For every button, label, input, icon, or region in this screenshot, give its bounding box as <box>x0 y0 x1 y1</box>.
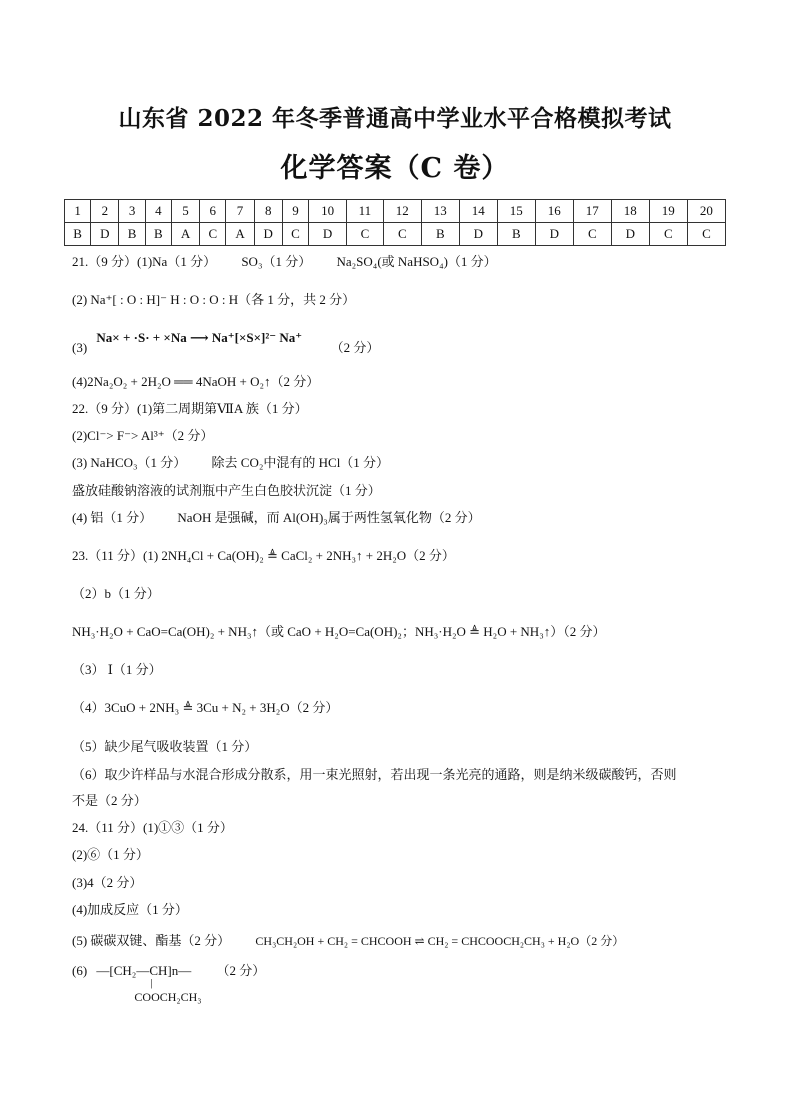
answer-key-answer-row <box>65 223 726 246</box>
page-title: 山东省 2022 年冬季普通高中学业水平合格模拟考试 <box>118 105 672 132</box>
question-number-cell: 1 <box>65 200 91 223</box>
q24-part6-label: (6) <box>72 963 88 978</box>
answer-cell: A <box>171 223 199 246</box>
q24-line-6 <box>72 960 266 1004</box>
q21-part1: 21.（9 分）(1)Na（1 分） <box>72 254 217 269</box>
question-number-cell: 7 <box>226 200 254 223</box>
answer-cell: C <box>200 223 226 246</box>
q24-line-3: (3)4（2 分） <box>72 875 143 890</box>
q22-line-2: (2)Cl⁻> F⁻> Al³⁺（2 分） <box>72 428 214 443</box>
q21-part3-label: (3) <box>72 340 88 355</box>
question-number-cell: 6 <box>200 200 226 223</box>
question-number-cell: 4 <box>145 200 171 223</box>
question-number-cell: 10 <box>309 200 347 223</box>
answer-cell: C <box>282 223 308 246</box>
answer-cell: B <box>145 223 171 246</box>
q23-line-7: （6）取少许样品与水混合形成分散系，用一束光照射，若出现一条光亮的通路，则是纳米级碳酸钙，否则 <box>72 767 677 782</box>
q23-line-5: （4）3CuO + 2NH₃ ≜ 3Cu + N₂ + 3H₂O（2 分） <box>72 700 339 715</box>
q22-line-3 <box>72 452 389 471</box>
q21-line-1 <box>72 251 497 270</box>
answer-cell: C <box>687 223 725 246</box>
question-number-cell: 16 <box>535 200 573 223</box>
question-number-cell: 11 <box>347 200 384 223</box>
answer-cell: D <box>535 223 573 246</box>
q21-line-3 <box>72 330 380 356</box>
question-number-cell: 19 <box>649 200 687 223</box>
q24-part5-equation: CH₃CH₂OH + CH₂ = CHCOOH ⇌ CH₂ = CHCOOCH₂CH₃ + H₂O（2 分） <box>255 934 625 948</box>
page-subtitle: 化学答案（C 卷） <box>280 153 510 184</box>
answer-cell: C <box>573 223 611 246</box>
q24-part6-score: （2 分） <box>216 963 266 978</box>
q22-part3-reason: 除去 CO₂中混有的 HCl（1 分） <box>211 455 390 470</box>
answer-cell: B <box>65 223 91 246</box>
question-number-cell: 18 <box>611 200 649 223</box>
q23-line-6: （5）缺少尾气吸收装置（1 分） <box>72 739 258 754</box>
question-number-cell: 9 <box>282 200 308 223</box>
q22-part4-reason: NaOH 是强碱，而 Al(OH)₃属于两性氢氧化物（2 分） <box>177 510 481 525</box>
question-number-cell: 20 <box>687 200 725 223</box>
q22-line-5 <box>72 507 481 526</box>
answer-cell: D <box>459 223 497 246</box>
q23-line-3: NH₃·H₂O + CaO=Ca(OH)₂ + NH₃↑（或 CaO + H₂O=Ca(OH)₂；NH₃·H₂O ≜ H₂O + NH₃↑）（2 分） <box>72 624 606 639</box>
q21-part3-score: （2 分） <box>330 340 380 355</box>
answer-cell: B <box>421 223 459 246</box>
q24-line-1: 24.（11 分）(1)①③（1 分） <box>72 820 233 835</box>
q21-line-2: (2) Na⁺[ : O : H]⁻ H : O : O : H（各 1 分，共 2 分） <box>72 292 356 307</box>
answer-cell: C <box>383 223 421 246</box>
q24-line-2: (2)⑥（1 分） <box>72 847 149 862</box>
answer-key-number-row <box>65 200 726 223</box>
question-number-cell: 5 <box>171 200 199 223</box>
q23-line-4: （3） Ⅰ（1 分） <box>72 662 162 677</box>
question-number-cell: 12 <box>383 200 421 223</box>
answer-cell: A <box>226 223 254 246</box>
answer-cell: D <box>91 223 119 246</box>
electron-dot-equation: Na× + ·S· + ×Na ⟶ Na⁺[×S×]²⁻ Na⁺ <box>96 330 303 345</box>
polymer-side-group: COOCH₂CH₃ <box>134 990 202 1004</box>
answer-cell: C <box>649 223 687 246</box>
answer-cell: D <box>254 223 282 246</box>
q22-line-1: 22.（9 分）(1)第二周期第ⅦA 族（1 分） <box>72 401 308 416</box>
answer-cell: B <box>119 223 145 246</box>
question-number-cell: 8 <box>254 200 282 223</box>
q24-line-5 <box>72 930 624 949</box>
q24-part5-groups: (5) 碳碳双键、酯基（2 分） <box>72 933 231 948</box>
q21-line-4: (4)2Na₂O₂ + 2H₂O ══ 4NaOH + O₂↑（2 分） <box>72 374 320 389</box>
q22-line-4: 盛放硅酸钠溶液的试剂瓶中产生白色胶状沉淀（1 分） <box>72 483 381 498</box>
polymer-structure: —[CH₂—CH]n— <box>96 963 192 978</box>
q22-part3-answer: (3) NaHCO₃（1 分） <box>72 455 187 470</box>
answer-cell: D <box>309 223 347 246</box>
q22-part4-answer: (4) 铝（1 分） <box>72 510 153 525</box>
answer-key-table <box>64 199 726 246</box>
q24-line-4: (4)加成反应（1 分） <box>72 902 188 917</box>
polymer-branch-bond: | <box>150 977 153 989</box>
question-number-cell: 15 <box>497 200 535 223</box>
q23-line-2: （2）b（1 分） <box>72 586 160 601</box>
question-number-cell: 13 <box>421 200 459 223</box>
q21-part1-na2so4: Na₂SO₄(或 NaHSO₄)（1 分） <box>336 254 497 269</box>
question-number-cell: 2 <box>91 200 119 223</box>
q21-part1-so3: SO₃（1 分） <box>241 254 312 269</box>
answer-cell: B <box>497 223 535 246</box>
answer-cell: D <box>611 223 649 246</box>
q23-line-1: 23.（11 分）(1) 2NH₄Cl + Ca(OH)₂ ≜ CaCl₂ + 2NH₃↑ + 2H₂O（2 分） <box>72 548 455 563</box>
q23-line-8: 不是（2 分） <box>72 793 147 808</box>
question-number-cell: 3 <box>119 200 145 223</box>
question-number-cell: 14 <box>459 200 497 223</box>
answer-cell: C <box>347 223 384 246</box>
question-number-cell: 17 <box>573 200 611 223</box>
